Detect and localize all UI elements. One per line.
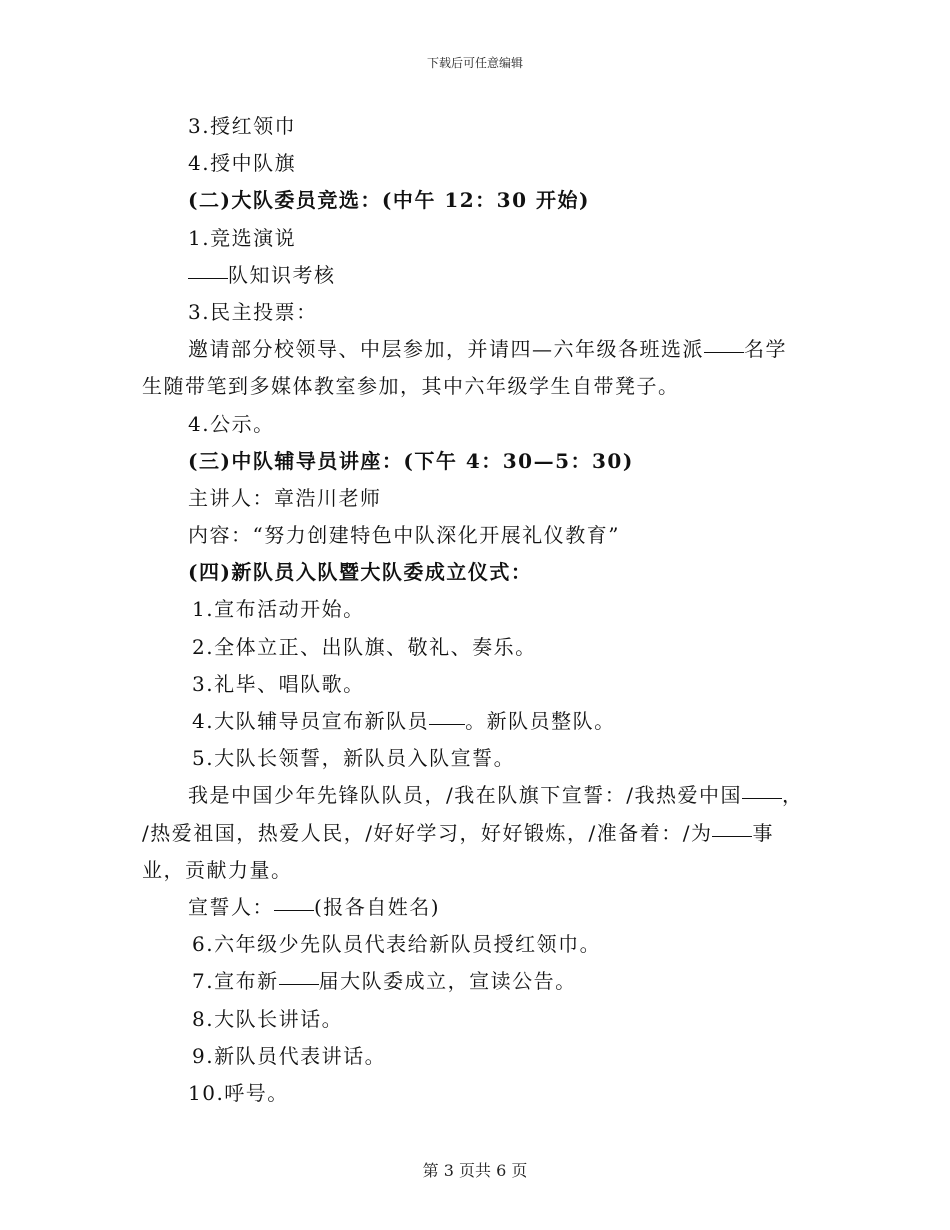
- list-item: 1.宣布活动开始。: [192, 597, 365, 622]
- paragraph-line: 3.民主投票：: [188, 299, 318, 324]
- section-heading: (四)新队员入队暨大队委成立仪式：: [188, 560, 533, 585]
- page-header: 下载后可任意编辑: [426, 56, 523, 70]
- paragraph-line: 队知识考核: [142, 257, 822, 294]
- paragraph-line: 1.竞选演说: [188, 225, 297, 250]
- list-item: 5.大队长领誓，新队员入队宣誓。: [192, 746, 516, 771]
- list-item: 2.全体立正、出队旗、敬礼、奏乐。: [192, 634, 537, 659]
- list-item: 4.大队辅导员宣布新队员 。新队员整队。: [192, 709, 616, 733]
- paragraph-line: 宣誓人： (报各自姓名): [188, 894, 441, 919]
- list-item: 8.大队长讲话。: [192, 1006, 344, 1031]
- paragraph-line: 主讲人：章浩川老师: [188, 485, 382, 510]
- list-item: 7.宣布新 届大队委成立，宣读公告。: [192, 969, 577, 994]
- list-item: 10.呼号。: [188, 1080, 289, 1105]
- paragraph-line: 业，贡献力量。: [142, 857, 293, 882]
- paragraph-line: 我是中国少年先锋队队员，/我在队旗下宣誓：/我热爱中国 ，: [188, 783, 804, 808]
- section-heading: (二)大队委员竞选：(中午 12：30 开始): [188, 188, 590, 213]
- fill-blank: [704, 351, 744, 353]
- paragraph-line: 4.授中队旗: [188, 151, 297, 176]
- fill-blank: [279, 983, 319, 985]
- list-item: 6.六年级少先队员代表给新队员授红领巾。: [192, 932, 602, 957]
- list-item: 9.新队员代表讲话。: [192, 1043, 387, 1068]
- fill-blank: [742, 797, 782, 799]
- page-footer: 第 3 页共 6 页: [422, 1161, 528, 1180]
- list-item: 3.礼毕、唱队歌。: [192, 671, 365, 696]
- fill-blank: [712, 835, 752, 837]
- paragraph-line: /热爱祖国，热爱人民，/好好学习，好好锻炼，/准备着：/为 事: [142, 820, 774, 845]
- paragraph-line: 4.公示。: [188, 411, 275, 436]
- paragraph-line: 邀请部分校领导、中层参加，并请四—六年级各班选派 名学: [188, 337, 787, 362]
- paragraph-line: 内容：“努力创建特色中队深化开展礼仪教育”: [188, 523, 620, 548]
- fill-blank: [188, 277, 228, 279]
- section-heading: (三)中队辅导员讲座：(下午 4：30—5：30): [188, 448, 634, 473]
- paragraph-line: 3.授红领巾: [188, 114, 297, 138]
- fill-blank: [429, 723, 465, 725]
- paragraph-line: 生随带笔到多媒体教室参加，其中六年级学生自带凳子。: [142, 374, 680, 399]
- fill-blank: [274, 909, 314, 911]
- document-body: [142, 108, 822, 1112]
